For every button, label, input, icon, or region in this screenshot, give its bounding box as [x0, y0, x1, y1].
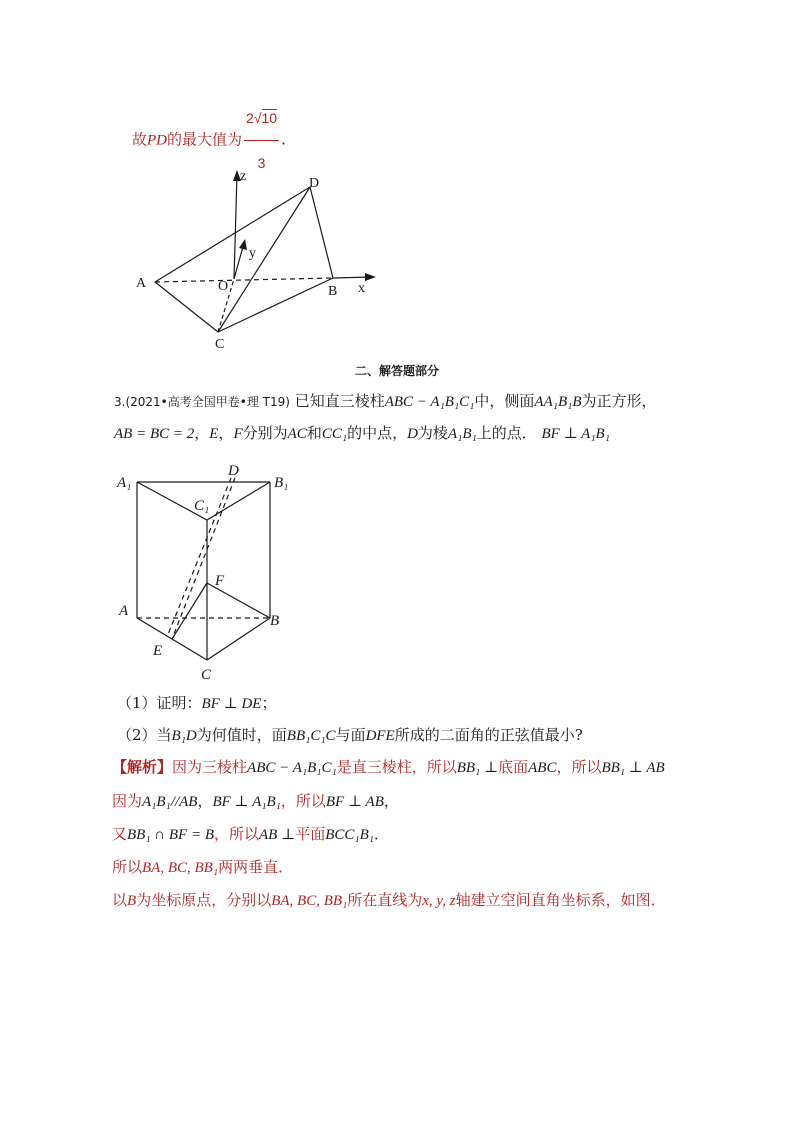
- label-z: z: [240, 169, 247, 184]
- fraction-coefficient: 2: [246, 110, 254, 126]
- question-2-face-2: DFE: [365, 728, 395, 744]
- label-E: E: [153, 643, 163, 659]
- solution-line-3: [112, 823, 389, 846]
- solution-1b: ABC − A₁B₁C₁: [247, 760, 337, 776]
- label-y: y: [249, 246, 256, 261]
- solution-5f: x, y, z: [422, 893, 456, 909]
- label-x: x: [358, 281, 365, 296]
- label-B: B: [270, 613, 280, 629]
- solution-1a: 因为三棱柱: [172, 758, 248, 776]
- label-D: D: [228, 463, 239, 479]
- face-name: AA₁B₁B: [534, 394, 582, 410]
- figure-tetrahedron-axes: [120, 160, 400, 360]
- x-axis-arrow-icon: [365, 273, 376, 281]
- problem-line-1: [114, 390, 657, 413]
- question-2-end: 所成的二面角的正弦值最小?: [394, 726, 583, 744]
- figure-triangular-prism: [110, 455, 310, 685]
- edge-CB: [207, 618, 270, 660]
- label-A: A: [136, 276, 147, 291]
- label-B: B: [328, 284, 338, 299]
- solution-1h: BB₁ ⊥ AB: [601, 760, 665, 776]
- label-A: A: [119, 603, 129, 619]
- problem-text-2b: ，: [218, 424, 234, 442]
- solution-2f: BF ⊥ AB: [325, 794, 384, 810]
- sqrt-icon: √: [253, 110, 262, 126]
- question-2-text-1: 为何值时，面: [196, 726, 287, 744]
- edge-AB-hidden: [155, 278, 333, 282]
- edge-AD: [155, 187, 310, 282]
- conclusion-mid: 的最大值为: [167, 130, 243, 149]
- problem-text-2d: 和: [306, 424, 322, 442]
- point-F: F: [233, 426, 243, 442]
- solution-line-4: [112, 856, 293, 879]
- solution-4c: 两两垂直．: [218, 858, 294, 876]
- solution-5e: 所在直线为: [347, 891, 423, 909]
- label-C: C: [215, 337, 225, 352]
- problem-equation: AB = BC = 2: [114, 426, 195, 442]
- solution-line-5: [112, 889, 666, 912]
- question-2-variable: B₁D: [171, 728, 197, 744]
- problem-text-2e: 的中点，: [347, 424, 408, 442]
- problem-text-1b: 中，侧面: [474, 392, 535, 410]
- solution-3b: BB₁ ∩ BF = B: [127, 827, 214, 843]
- solution-1f: ABC: [528, 760, 557, 776]
- solution-1c: 是直三棱柱，所以: [336, 758, 457, 776]
- question-1-end: ；: [261, 694, 277, 712]
- y-axis-arrow-icon: [239, 239, 247, 250]
- z-axis: [234, 174, 237, 279]
- solution-5c: 为坐标原点，分别以: [136, 891, 272, 909]
- solution-3a: 又: [112, 825, 128, 843]
- solution-2a: 因为: [112, 792, 143, 810]
- solution-1g: ，所以: [556, 758, 602, 776]
- solution-line-2: [112, 790, 399, 813]
- conclusion-var: PD: [147, 132, 168, 149]
- solution-3g: ．: [373, 825, 389, 843]
- solution-5g: 轴建立空间直角坐标系，如图．: [455, 891, 666, 909]
- prism-name: ABC − A₁B₁C₁: [384, 394, 475, 410]
- conclusion-line: [132, 97, 286, 171]
- question-2-prefix: （2）当: [117, 726, 172, 744]
- solution-4a: 所以: [112, 858, 143, 876]
- problem-text-2a: ，: [194, 424, 210, 442]
- problem-text-2f: 为棱: [417, 424, 448, 442]
- question-2-text-2: 与面: [335, 726, 366, 744]
- label-O: O: [218, 279, 229, 294]
- solution-2b: A₁B₁//AB: [142, 794, 198, 810]
- label-B1: B₁: [274, 475, 289, 491]
- label-C: C: [201, 667, 212, 683]
- solution-2c: ，: [197, 792, 213, 810]
- problem-condition: BF ⊥ A₁B₁: [541, 426, 610, 442]
- solution-5a: 以: [112, 891, 128, 909]
- question-2-face-1: BB₁C₁C: [286, 728, 336, 744]
- label-C1: C₁: [194, 498, 210, 514]
- question-1-expression: BF ⊥ DE: [201, 696, 262, 712]
- problem-line-2: [114, 422, 610, 445]
- segment-CC1: CC₁: [321, 426, 348, 442]
- question-1: [117, 692, 277, 715]
- solution-2e: ，所以: [280, 792, 326, 810]
- problem-text-2g: 上的点．: [476, 424, 537, 442]
- solution-3c: ，所以: [214, 825, 260, 843]
- solution-2d: BF ⊥ A₁B₁: [212, 794, 281, 810]
- segment-EF: [172, 583, 207, 639]
- edge-DB: [310, 187, 333, 278]
- solution-line-1: [112, 756, 665, 779]
- solution-3d: AB ⊥: [259, 827, 296, 843]
- segment-A1B1: A₁B₁: [447, 426, 477, 442]
- fraction-denominator: 3: [257, 155, 266, 171]
- label-F: F: [215, 573, 225, 589]
- fraction-radicand: 10: [261, 110, 278, 126]
- solution-5b: B: [127, 893, 137, 909]
- conclusion-end: .: [281, 130, 286, 149]
- solution-3e: 平面: [295, 825, 326, 843]
- solution-1e: 底面: [498, 758, 529, 776]
- solution-tag: 【解析】: [112, 758, 173, 776]
- solution-2g: ，: [383, 792, 399, 810]
- segment-AC: AC: [287, 426, 307, 442]
- problem-text-2c: 分别为: [242, 424, 288, 442]
- problem-text-1c: 为正方形，: [581, 392, 657, 410]
- section-title: 二、解答题部分: [354, 364, 439, 378]
- label-D: D: [309, 176, 320, 191]
- problem-text-1: 已知直三棱柱: [294, 392, 385, 410]
- solution-5d: BA, BC, BB₁: [271, 893, 348, 909]
- edge-AC: [155, 282, 218, 332]
- solution-4b: BA, BC, BB₁: [142, 860, 219, 876]
- solution-3f: BCC₁B₁: [325, 827, 374, 843]
- point-E: E: [209, 426, 219, 442]
- label-A1: A₁: [117, 475, 132, 491]
- problem-source: 3.(2021•高考全国甲卷•理 T19): [114, 395, 290, 409]
- question-2: [117, 724, 583, 747]
- question-1-prefix: （1）证明：: [117, 694, 202, 712]
- point-D: D: [407, 426, 418, 442]
- conclusion-pre: 故: [132, 130, 148, 149]
- solution-1d: BB₁ ⊥: [456, 760, 499, 776]
